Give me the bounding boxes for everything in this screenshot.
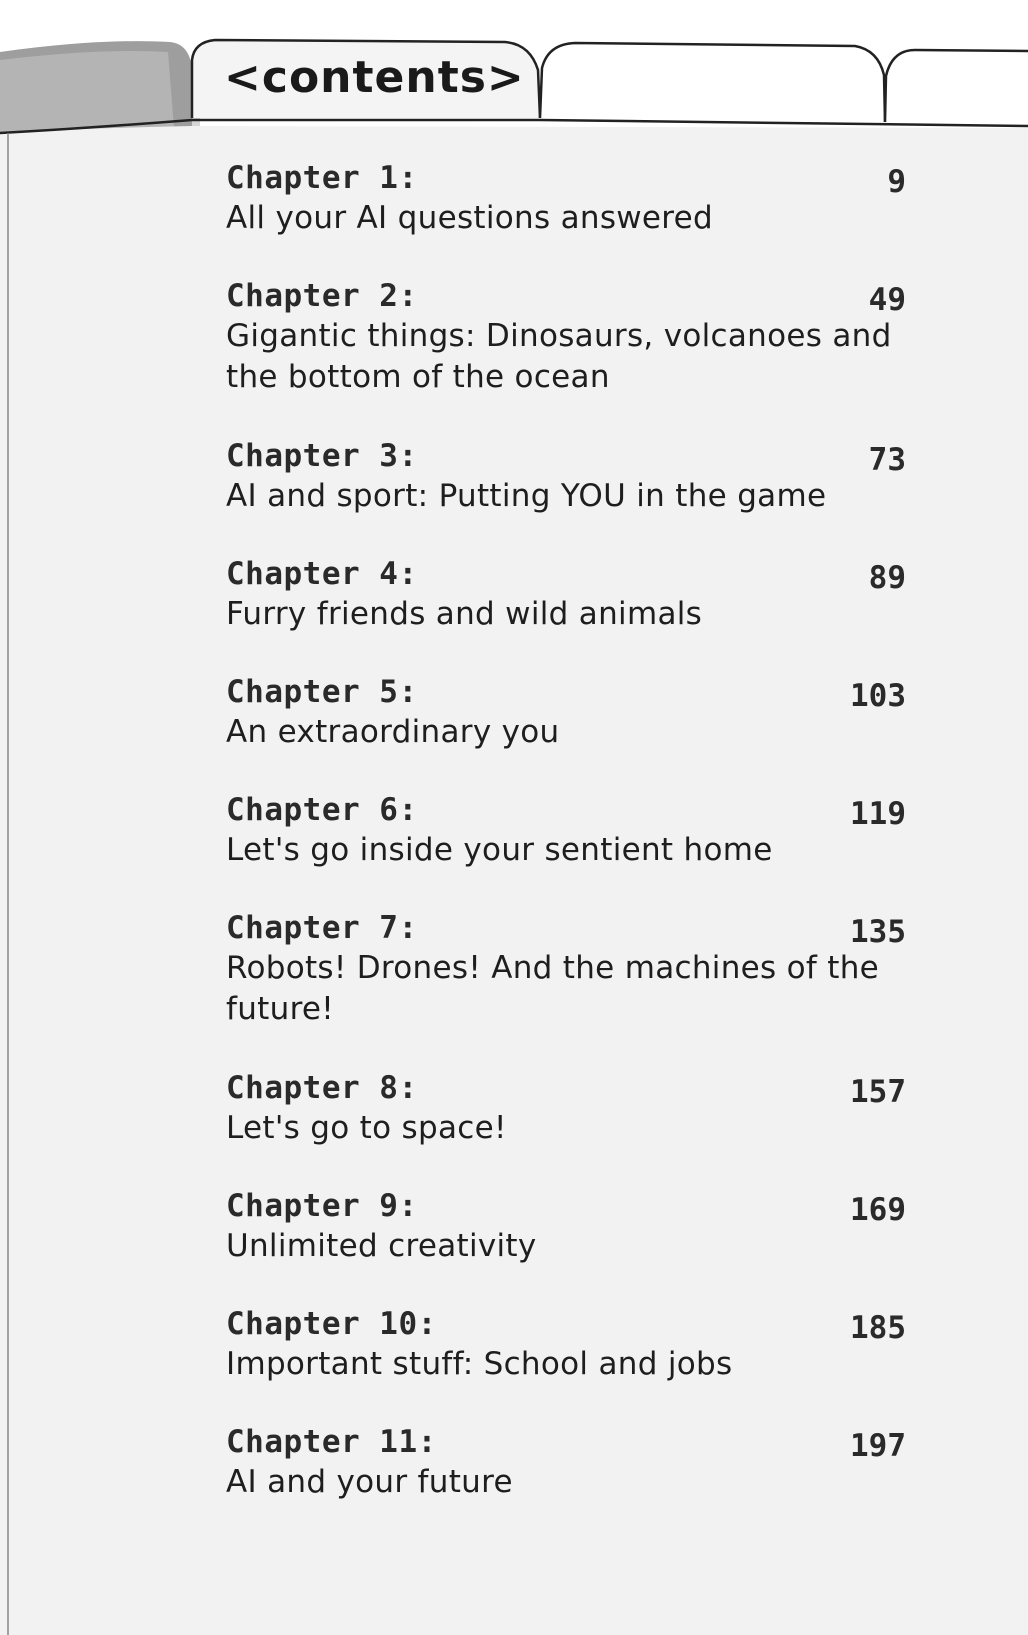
page-number: 169 bbox=[850, 1192, 906, 1228]
page-number: 119 bbox=[850, 796, 906, 832]
chapter-title: Unlimited creativity bbox=[226, 1228, 537, 1264]
toc-entry-chapter-11[interactable] bbox=[226, 1422, 906, 1540]
toc-entry-chapter-8[interactable] bbox=[226, 1068, 906, 1186]
chapter-label: Chapter 5: bbox=[226, 674, 418, 710]
contents-tab-title: <contents> bbox=[224, 52, 525, 103]
toc-entry-chapter-9[interactable] bbox=[226, 1186, 906, 1304]
chapter-label: Chapter 9: bbox=[226, 1188, 418, 1224]
chapter-title: AI and your future bbox=[226, 1464, 513, 1500]
toc-entry-chapter-6[interactable] bbox=[226, 790, 906, 908]
toc-entry-chapter-4[interactable] bbox=[226, 554, 906, 672]
chapter-label: Chapter 7: bbox=[226, 910, 418, 946]
chapter-label: Chapter 6: bbox=[226, 792, 418, 828]
chapter-label: Chapter 8: bbox=[226, 1070, 418, 1106]
page-number: 49 bbox=[868, 282, 906, 318]
toc-entry-chapter-2[interactable] bbox=[226, 276, 906, 436]
page-number: 185 bbox=[850, 1310, 906, 1346]
chapter-label: Chapter 1: bbox=[226, 160, 418, 196]
chapter-title: AI and sport: Putting YOU in the game bbox=[226, 478, 827, 514]
toc-entry-chapter-5[interactable] bbox=[226, 672, 906, 790]
chapter-title: Important stuff: School and jobs bbox=[226, 1346, 733, 1382]
toc-entry-chapter-10[interactable] bbox=[226, 1304, 906, 1422]
chapter-label: Chapter 11: bbox=[226, 1424, 437, 1460]
toc-entry-chapter-3[interactable] bbox=[226, 436, 906, 554]
chapter-label: Chapter 10: bbox=[226, 1306, 437, 1342]
page-number: 197 bbox=[850, 1428, 906, 1464]
page-number: 157 bbox=[850, 1074, 906, 1110]
chapter-title: Gigantic things: Dinosaurs, volcanoes and the bottom of the ocean bbox=[226, 318, 892, 395]
chapter-title: All your AI questions answered bbox=[226, 200, 714, 236]
page-number: 73 bbox=[868, 442, 906, 478]
toc-entry-chapter-7[interactable] bbox=[226, 908, 906, 1068]
page-number: 89 bbox=[868, 560, 906, 596]
chapter-title: An extraordinary you bbox=[226, 714, 560, 750]
chapter-label: Chapter 4: bbox=[226, 556, 418, 592]
page-number: 9 bbox=[887, 164, 906, 200]
page-number: 103 bbox=[850, 678, 906, 714]
toc-entry-chapter-1[interactable] bbox=[226, 158, 906, 276]
table-of-contents bbox=[226, 158, 906, 1540]
chapter-title: Robots! Drones! And the machines of the future! bbox=[226, 950, 880, 1027]
chapter-title: Let's go to space! bbox=[226, 1110, 507, 1146]
chapter-title: Let's go inside your sentient home bbox=[226, 832, 773, 868]
chapter-label: Chapter 2: bbox=[226, 278, 418, 314]
chapter-title: Furry friends and wild animals bbox=[226, 596, 703, 632]
chapter-label: Chapter 3: bbox=[226, 438, 418, 474]
page-number: 135 bbox=[850, 914, 906, 950]
